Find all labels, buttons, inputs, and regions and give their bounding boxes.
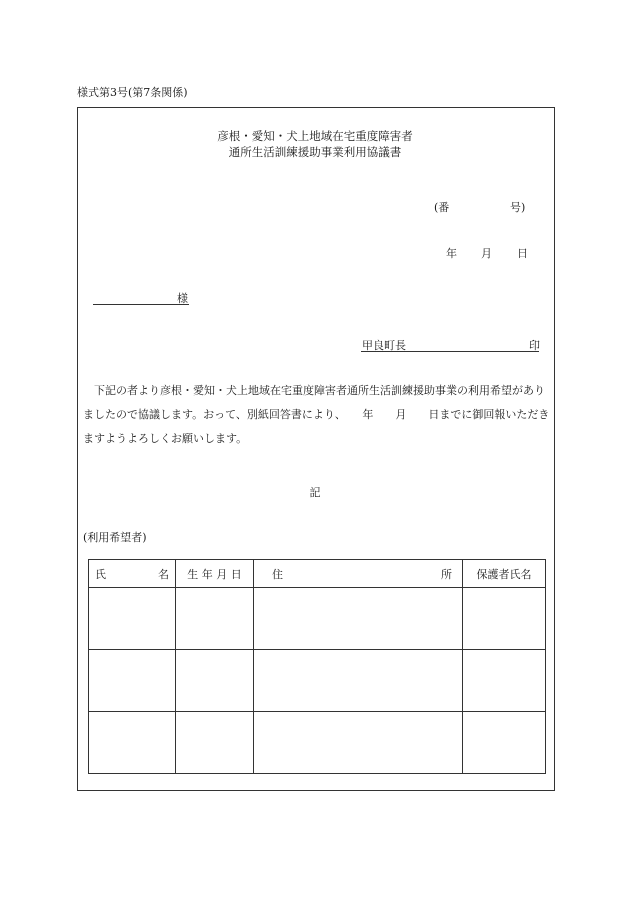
- header-name-a: 氏: [95, 567, 106, 581]
- document-title-line2: 通所生活訓練援助事業利用協議書: [228, 145, 402, 159]
- header-guardian: 保護者氏名: [463, 560, 546, 588]
- table-row: [89, 588, 546, 650]
- cell-name[interactable]: [89, 588, 176, 650]
- header-address: [254, 560, 463, 588]
- addressee-blank-line: [93, 304, 189, 305]
- table-row: [89, 712, 546, 774]
- cell-address[interactable]: [254, 712, 463, 774]
- date-day-label: 日: [517, 247, 528, 260]
- header-birthdate: 生 年 月 日: [176, 560, 254, 588]
- cell-guardian[interactable]: [463, 650, 546, 712]
- document-number-open: (番: [434, 201, 450, 214]
- cell-address[interactable]: [254, 650, 463, 712]
- header-addr-b: 所: [441, 567, 452, 581]
- body-paragraph: 下記の者より彦根・愛知・犬上地域在宅重度障害者通所生活訓練援助事業の利用希望がありましたので協議します。おって、別紙回答書により、 年 月 日までに御回報いただきますようよろしくお願いします。: [83, 384, 550, 445]
- cell-name[interactable]: [89, 712, 176, 774]
- seal-mark: 印: [529, 339, 540, 352]
- cell-guardian[interactable]: [463, 712, 546, 774]
- form-number-label: 様式第3号(第7条関係): [77, 86, 188, 99]
- date-month-label: 月: [481, 247, 492, 260]
- header-name-b: 名: [158, 567, 169, 581]
- sender-title: 甲良町長: [362, 339, 406, 352]
- cell-birthdate[interactable]: [176, 588, 254, 650]
- applicant-table: [88, 559, 546, 774]
- header-addr-a: 住: [272, 567, 283, 581]
- cell-name[interactable]: [89, 650, 176, 712]
- cell-birthdate[interactable]: [176, 650, 254, 712]
- ki-heading: 記: [309, 486, 321, 499]
- header-name: [89, 560, 176, 588]
- document-title-line1: 彦根・愛知・犬上地域在宅重度障害者: [217, 129, 413, 143]
- table-header-row: [89, 560, 546, 588]
- date-year-label: 年: [446, 247, 457, 260]
- cell-guardian[interactable]: [463, 588, 546, 650]
- document-number-close: 号): [510, 201, 526, 214]
- cell-birthdate[interactable]: [176, 712, 254, 774]
- table-row: [89, 650, 546, 712]
- body-paragraph-container: [83, 379, 553, 451]
- applicant-label: (利用希望者): [83, 531, 147, 544]
- addressee-suffix: 様: [177, 292, 188, 305]
- cell-address[interactable]: [254, 588, 463, 650]
